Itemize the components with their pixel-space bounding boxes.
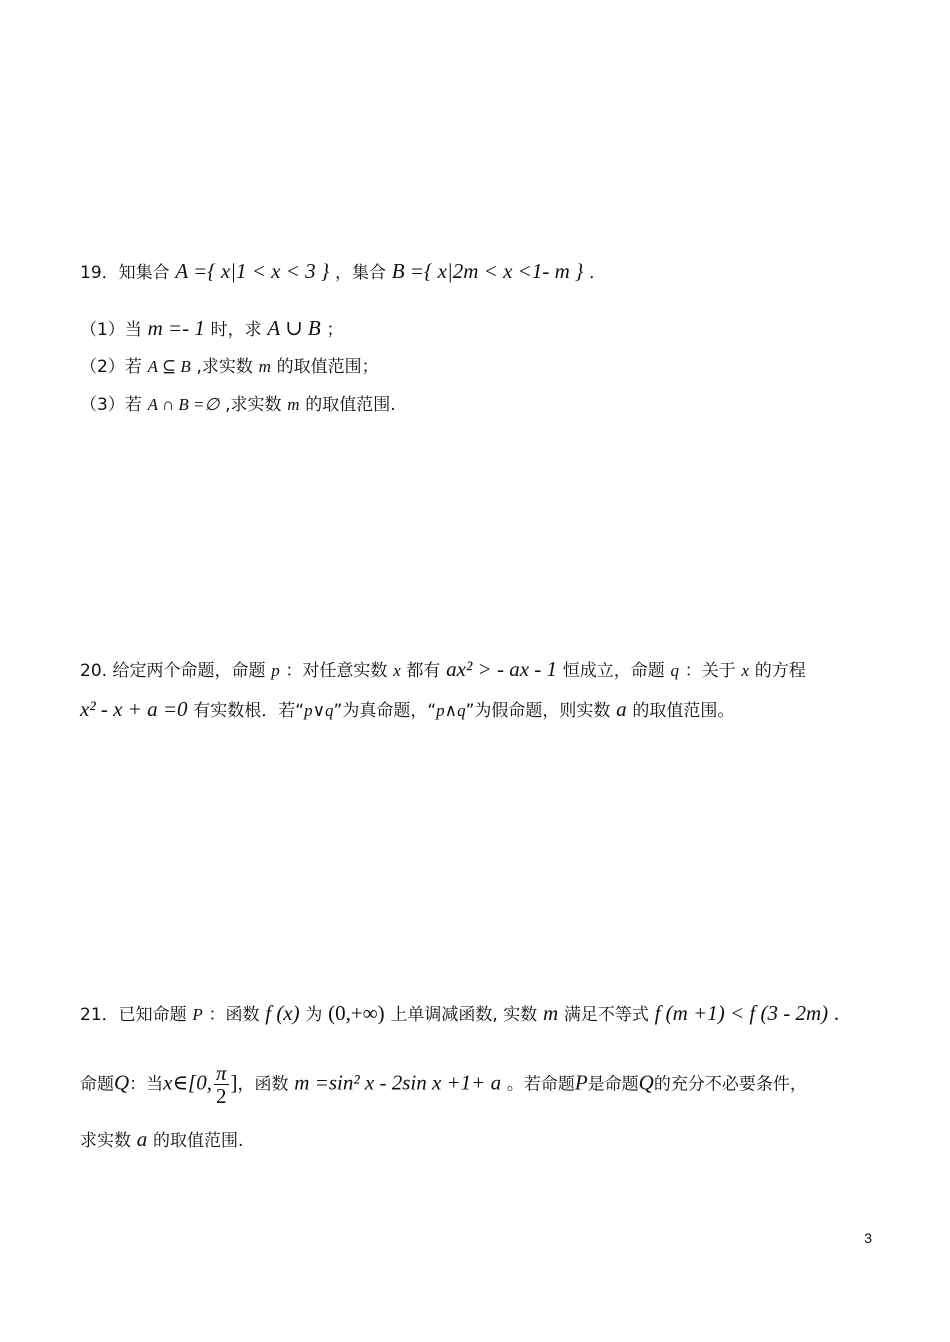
q21-l3-a: 求实数 [80,1131,131,1151]
q20-l2-d: 的取值范围。 [632,701,735,721]
q19-p2-expr: A ⊆ B [147,357,191,376]
q19-p2-end: 的取值范围； [276,357,379,377]
q19-p3-label: （3）若 [80,395,142,415]
q19-set-a: A ={ x|1 < x < 3 } [175,259,330,283]
q20-l1-e: ：关于 [684,661,736,681]
q19-p3-mid: ,求实数 [225,395,282,415]
q21-l2-f: 的充分不必要条件， [653,1074,807,1095]
q21-fraction [214,1062,229,1107]
q19-set-b: B ={ x|2m < x <1- m } [391,259,584,283]
q20-inequality: ax² > - ax - 1 [446,657,558,681]
q21-l2-a: 命题 [80,1074,114,1095]
q21-l1-a: 21．已知命题 [80,1005,187,1025]
q21-l1-e: 满足不等式 [563,1005,649,1025]
q19-stem [80,258,606,284]
q19-p3-end: 的取值范围. [305,395,396,415]
q21-a: a [136,1127,148,1151]
q20-p-or-q: p∨q [304,701,334,720]
q19-p1-expr: A ∪ B [267,316,321,340]
q21-function: m =sin² x - 2sin x +1+ a [294,1070,502,1095]
q20-l1-a: 20. 给定两个命题，命题 [80,661,266,681]
q20-l1-b: ：对任意实数 [285,661,388,681]
q21-l1-d: 上单调减函数, 实数 [390,1005,538,1025]
q19-p1-cond: m =- 1 [147,316,205,340]
q19-p3-expr: A ∩ B =∅ [147,395,220,414]
q21-l2-e: 是命题 [587,1074,639,1095]
q21-Q2: Q [638,1070,654,1095]
q21-line1 [80,1000,839,1026]
page-number: 3 [864,1230,872,1246]
q21-P: P [192,1005,203,1024]
q20-a: a [616,697,627,721]
q21-close: ] [230,1070,238,1095]
q20-l1-c: 都有 [406,661,441,681]
q21-x-in: x∈[0, [163,1070,212,1095]
q19-part1 [80,315,343,341]
q19-part3 [80,390,396,415]
q19-prefix: 19．知集合 [80,263,170,283]
q21-two: 2 [215,1084,227,1108]
q19-p2-label: （2）若 [80,357,142,377]
q19-p1-mid: 时，求 [210,320,262,340]
q20-l2-a: 有实数根．若“ [193,701,305,721]
q21-fx: f (x) [265,1001,300,1025]
q21-m: m [542,1001,559,1025]
q21-l2-d: 。若命题 [506,1074,575,1095]
q21-line3 [80,1126,243,1152]
q21-pi: π [215,1061,227,1085]
q20-line1 [80,656,806,682]
q21-interval: (0,+∞) [328,1001,385,1025]
q19-p3-var: m [287,395,300,414]
q21-inequality: f (m +1) < f (3 - 2m) [654,1001,829,1025]
q20-x: x [393,661,401,680]
q21-P2: P [574,1070,588,1095]
q20-equation: x² - x + a =0 [80,697,188,721]
q20-l1-f: 的方程 [754,661,806,681]
q21-l2-c: ，函数 [237,1074,289,1095]
q21-l2-b: ：当 [129,1074,164,1095]
q21-line2 [80,1062,807,1107]
q20-q: q [670,661,679,680]
q21-l1-b: ：函数 [208,1005,260,1025]
q19-p2-var: m [258,357,271,376]
q20-p-and-q: p∧q [436,701,466,720]
q20-l2-b: ”为真命题，“ [333,701,437,721]
q21-l1-f: . [833,1001,840,1025]
q19-sep: ，集合 [335,263,387,283]
q21-l1-c: 为 [305,1005,323,1025]
q19-part2 [80,352,379,377]
q21-Q: Q [114,1070,130,1095]
q21-l3-b: 的取值范围. [152,1131,244,1151]
q20-x2: x [741,661,750,680]
q19-p2-mid: ,求实数 [196,357,253,377]
q19-end: ． [589,263,607,283]
q20-l1-d: 恒成立，命题 [562,661,665,681]
q20-l2-c: ”为假命题，则实数 [465,701,611,721]
q19-p1-end: ； [326,320,344,340]
q19-p1-label: （1）当 [80,320,142,340]
q20-line2 [80,696,734,722]
q20-p: p [271,661,280,680]
